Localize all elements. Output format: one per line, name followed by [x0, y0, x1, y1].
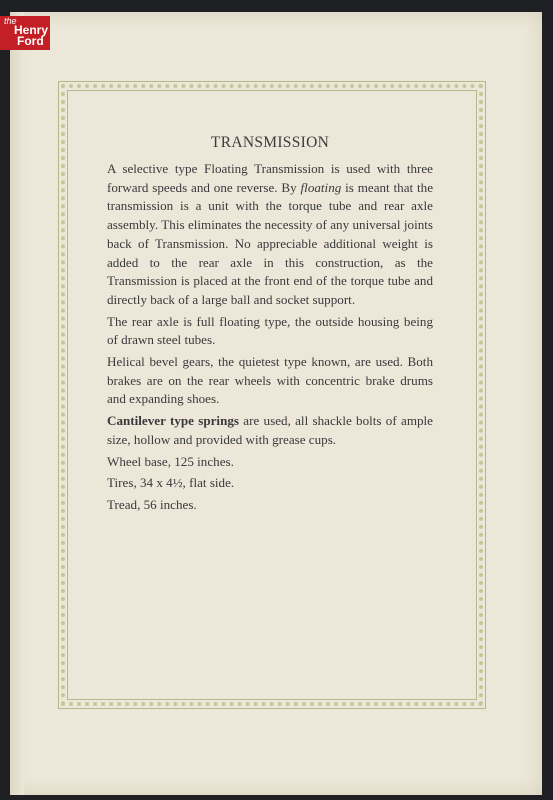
- spec-tires: Tires, 34 x 4½, flat side.: [107, 475, 235, 491]
- paragraph-gears-brakes: Helical bevel gears, the quietest type known, are used. Both brakes are on the rear wheels with concentric brake drums and expanding shoes.: [107, 354, 433, 407]
- paragraph-springs-rest: are used, all shackle bolts of ample size, hollow and provided with grease cups.: [107, 413, 433, 447]
- logo-word-the: the: [4, 16, 17, 26]
- paragraph-springs: [107, 412, 433, 449]
- floating-emphasis: floating: [300, 179, 342, 195]
- paragraph-rear-axle: The rear axle is full floating type, the outside housing being of drawn steel tubes.: [107, 313, 433, 348]
- paragraph-transmission-part-a: A selective type Floating Transmission is used with three forward speeds and one reverse. By: [107, 161, 433, 195]
- paragraph-transmission: [107, 160, 433, 310]
- spec-wheel-base: Wheel base, 125 inches.: [107, 453, 234, 469]
- spec-tread: Tread, 56 inches.: [107, 496, 197, 512]
- paragraph-transmission-part-b: is meant that the transmission is a unit with the torque tube and rear axle assembly. This eliminates the necessity of any universal joints back of Transmission. No appreciable additional weight is added to the rear axle in this construction, as the Transmission is placed at the front end of the torque tube and directly back of a large ball and socket support.: [107, 179, 434, 307]
- logo-word-henry: Henry: [14, 23, 49, 37]
- page-text-block: [107, 134, 433, 518]
- page-binding-edge: [10, 12, 24, 795]
- page-title: TRANSMISSION: [210, 134, 330, 151]
- logo-word-ford: Ford: [17, 34, 44, 48]
- springs-bold-label: Cantilever type springs: [107, 413, 239, 429]
- henry-ford-logo[interactable]: [0, 16, 50, 50]
